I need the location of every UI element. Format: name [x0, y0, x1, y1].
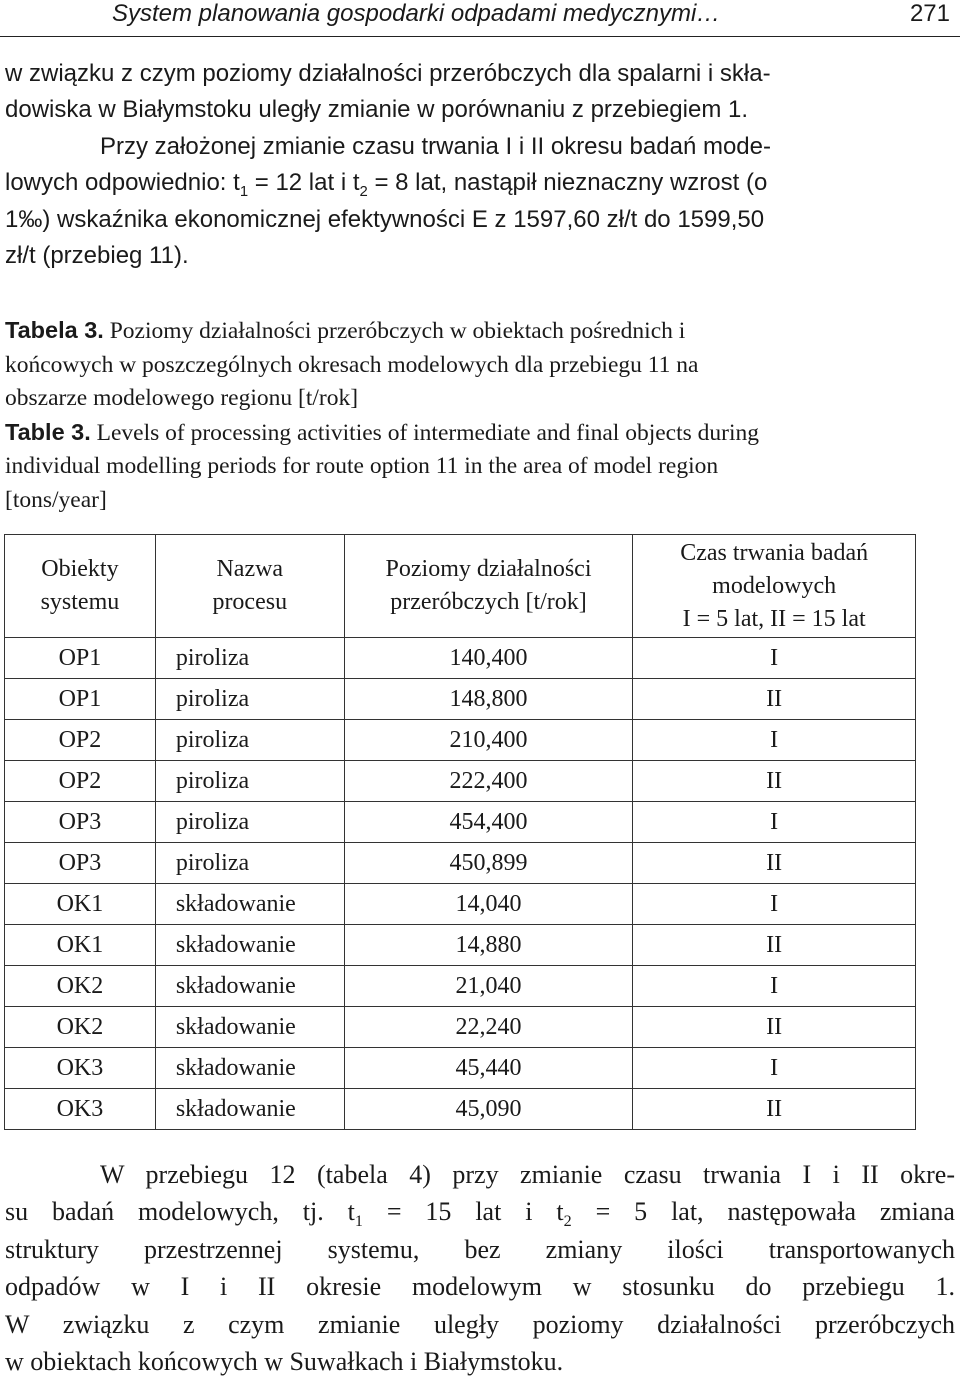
cell-object: OP3 [5, 802, 156, 843]
intro-line: Przy założonej zmianie czasu trwania I i II okresu badań mode- [100, 132, 771, 160]
table-row [5, 761, 916, 802]
cell-level: 222,400 [344, 761, 633, 802]
intro-line: lowych odpowiednio: $t_1 = 12$ lat i $t_2 = 8$ lat, nastąpił nieznaczny wzrost (o [5, 169, 768, 201]
cell-level: 148,800 [344, 679, 633, 720]
closing-line: struktury przestrzennej systemu, bez zmiany ilości transportowanych [5, 1234, 955, 1264]
intro-line: zł/t (przebieg 11). [5, 242, 189, 270]
cell-process: piroliza [155, 720, 344, 761]
header-period: Czas trwania badań modelowych I = 5 lat, II = 15 lat [633, 535, 916, 638]
cell-level: 45,090 [344, 1089, 633, 1130]
closing-paragraph [5, 1156, 955, 1380]
table-row [5, 884, 916, 925]
cell-process: składowanie [155, 884, 344, 925]
cell-level: 45,440 [344, 1048, 633, 1089]
header-title: System planowania gospodarki odpadami medycznymi… [112, 0, 721, 27]
cell-level: 22,240 [344, 1007, 633, 1048]
cell-process: składowanie [155, 1089, 344, 1130]
cell-level: 454,400 [344, 802, 633, 843]
cell-level: 450,899 [344, 843, 633, 884]
cell-period: I [633, 884, 916, 925]
cell-process: piroliza [155, 843, 344, 884]
cell-period: II [633, 679, 916, 720]
running-header [0, 0, 960, 37]
intro-line: dowiska w Białymstoku uległy zmianie w porównaniu z przebiegiem 1. [5, 96, 749, 124]
cell-level: 140,400 [344, 638, 633, 679]
table-header-row [5, 535, 916, 638]
intro-line: w związku z czym poziomy działalności przeróbczych dla spalarni i skła- [5, 60, 771, 87]
cell-object: OP3 [5, 843, 156, 884]
cell-process: piroliza [155, 802, 344, 843]
cell-process: składowanie [155, 966, 344, 1007]
cell-object: OK1 [5, 925, 156, 966]
cell-object: OK3 [5, 1089, 156, 1130]
intro-paragraph [5, 56, 955, 274]
table-row [5, 1007, 916, 1048]
cell-period: I [633, 966, 916, 1007]
header-process: Nazwa procesu [155, 535, 344, 638]
cell-object: OP1 [5, 679, 156, 720]
cell-level: 14,880 [344, 925, 633, 966]
caption-label-en: Table 3. [5, 418, 91, 445]
cell-period: II [633, 1007, 916, 1048]
caption-label: Tabela 3. [5, 317, 104, 343]
table-caption-pl: Tabela 3. Poziomy działalności przeróbczych w obiektach pośrednich i końcowych w poszczególnych okresach modelowych dla przebiegu 11 na obszarze modelowego regionu [t/rok] Table 3. Levels of processing activities of intermediate and final objects during individual modelling periods for route option 11 in the area of model region [tons/year] [5, 317, 760, 513]
cell-process: składowanie [155, 1007, 344, 1048]
cell-process: piroliza [155, 761, 344, 802]
table-row [5, 802, 916, 843]
cell-period: I [633, 720, 916, 761]
cell-object: OK3 [5, 1048, 156, 1089]
table-row [5, 638, 916, 679]
page-number: 271 [909, 0, 950, 27]
closing-line: odpadów w I i II okresie modelowym w stosunku do przebiegu 1. [5, 1272, 955, 1302]
cell-period: II [633, 925, 916, 966]
table-row [5, 843, 916, 884]
cell-object: OK1 [5, 884, 156, 925]
processing-levels-table [4, 534, 916, 1130]
cell-level: 14,040 [344, 884, 633, 925]
table-row [5, 925, 916, 966]
table-row [5, 1089, 916, 1130]
cell-object: OP2 [5, 761, 156, 802]
closing-line: su badań modelowych, tj. $t_1 = 15$ lat i $t_2 = 5$ lat, następowała zmiana [5, 1197, 955, 1231]
closing-line: w obiektach końcowych w Suwałkach i Białymstoku. [5, 1346, 564, 1376]
closing-line: W związku z czym zmianie uległy poziomy działalności przeróbczych [5, 1309, 955, 1339]
closing-line: W przebiegu 12 (tabela 4) przy zmianie czasu trwania I i II okre- [100, 1160, 955, 1189]
cell-period: II [633, 1089, 916, 1130]
header-levels: Poziomy działalności przeróbczych [t/rok] [344, 535, 633, 638]
cell-period: II [633, 761, 916, 802]
table-row [5, 966, 916, 1007]
cell-level: 21,040 [344, 966, 633, 1007]
cell-process: piroliza [155, 638, 344, 679]
cell-object: OP1 [5, 638, 156, 679]
table-row [5, 1048, 916, 1089]
cell-process: składowanie [155, 1048, 344, 1089]
cell-level: 210,400 [344, 720, 633, 761]
cell-period: I [633, 638, 916, 679]
cell-process: składowanie [155, 925, 344, 966]
table-row [5, 720, 916, 761]
cell-period: I [633, 802, 916, 843]
cell-process: piroliza [155, 679, 344, 720]
cell-object: OK2 [5, 1007, 156, 1048]
cell-period: II [633, 843, 916, 884]
cell-object: OP2 [5, 720, 156, 761]
intro-line: 1‰) wskaźnika ekonomicznej efektywności E z 1597,60 zł/t do 1599,50 [5, 205, 765, 233]
header-objects: Obiekty systemu [5, 535, 156, 638]
cell-object: OK2 [5, 966, 156, 1007]
table-row [5, 679, 916, 720]
cell-period: I [633, 1048, 916, 1089]
